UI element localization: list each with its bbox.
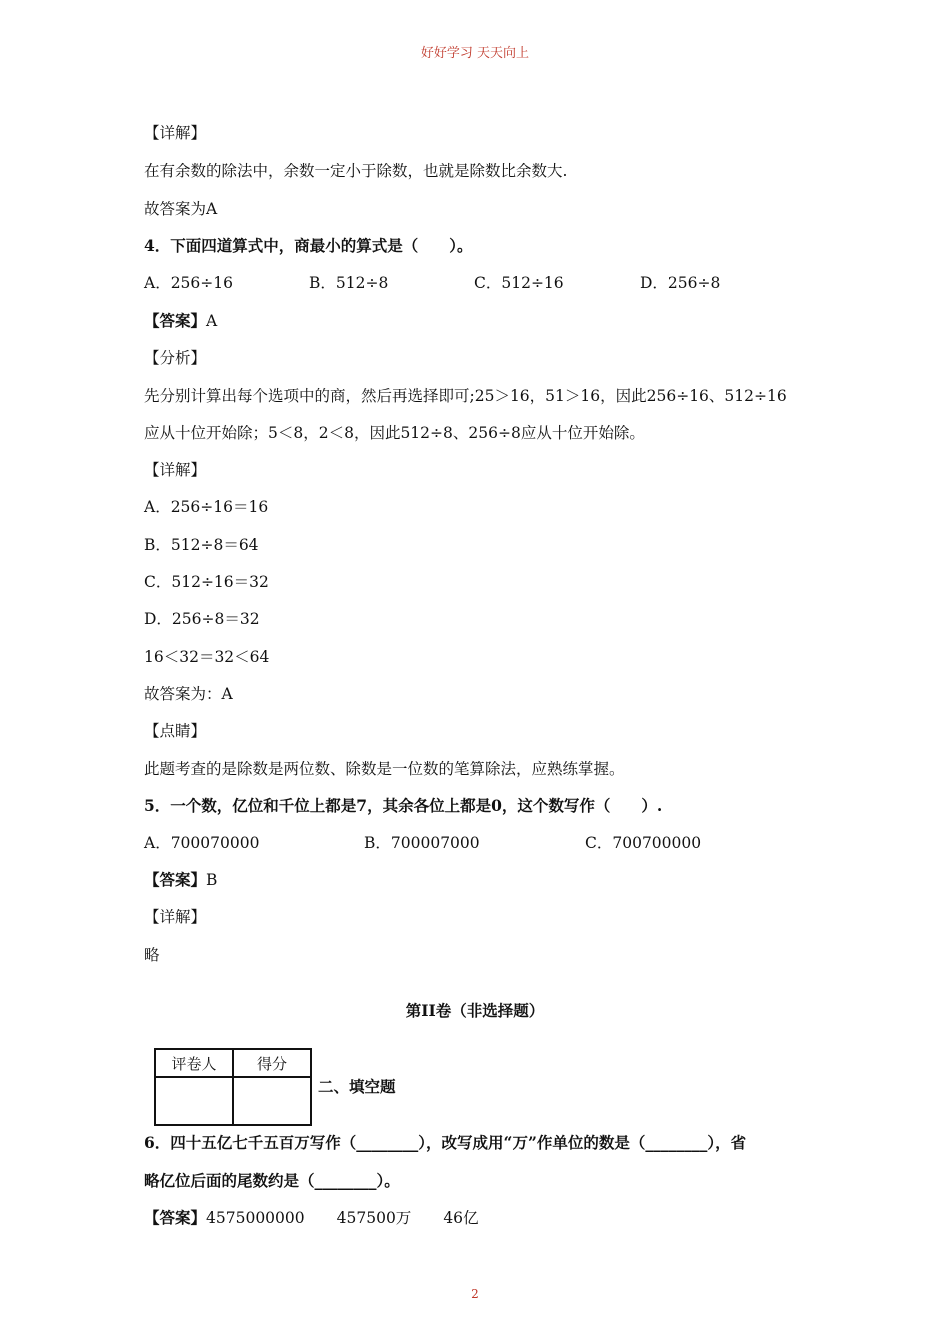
tip-text: 此题考查的是除数是两位数、除数是一位数的笔算除法，应熟练掌握。: [144, 760, 625, 778]
score-table-header-grader: 评卷人: [155, 1049, 233, 1077]
detail-text: 略: [144, 946, 160, 964]
detail-comparison: 16＜32＝32＜64: [144, 648, 270, 666]
score-table-header-score: 得分: [233, 1049, 311, 1077]
section-title: 第II卷（非选择题）: [405, 1001, 545, 1020]
analysis-text-1: 先分别计算出每个选项中的商，然后再选择即可;25＞16，51＞16，因此256÷16、512÷16: [144, 387, 787, 405]
answer-value-1: 4575000000: [206, 1209, 305, 1227]
answer-conclusion: 故答案为：A: [144, 685, 233, 703]
score-table: [154, 1048, 312, 1126]
q5-answer: [144, 870, 217, 890]
detail-heading: 【详解】: [144, 461, 207, 479]
question-4: 4．下面四道算式中，商最小的算式是（ ）。: [144, 236, 473, 255]
answer-label: 【答案】: [144, 311, 207, 330]
answer-label: 【答案】: [144, 1208, 207, 1227]
q4-option-b: B．512÷8: [309, 274, 389, 292]
q4-option-d: D．256÷8: [640, 274, 721, 292]
detail-text: 在有余数的除法中，余数一定小于除数，也就是除数比余数大.: [144, 162, 568, 180]
page-header: 好好学习 天天向上: [420, 46, 530, 61]
question-6-line-1: 6．四十五亿七千五百万写作（________），改写成用“万”作单位的数是（________），省: [144, 1133, 747, 1152]
q4-option-a: A．256÷16: [144, 274, 233, 292]
answer-value: A: [206, 312, 218, 330]
answer-value-3: 46亿: [443, 1209, 479, 1227]
q4-answer: [144, 311, 217, 331]
score-table-cell-score: [233, 1077, 311, 1125]
fill-section-title: 二、填空题: [318, 1077, 396, 1096]
analysis-heading: 【分析】: [144, 349, 207, 367]
detail-line-a: A．256÷16＝16: [144, 498, 269, 516]
tip-heading: 【点睛】: [144, 722, 207, 740]
answer-conclusion: 故答案为A: [144, 200, 218, 218]
question-5: 5．一个数，亿位和千位上都是7，其余各位上都是0，这个数写作（ ）.: [144, 796, 663, 815]
detail-heading: 【详解】: [144, 908, 207, 926]
question-6-line-2: 略亿位后面的尾数约是（________）。: [144, 1171, 400, 1190]
q6-answer: [144, 1208, 479, 1228]
answer-label: 【答案】: [144, 870, 207, 889]
q5-option-a: A．700070000: [144, 834, 260, 852]
detail-line-d: D．256÷8＝32: [144, 610, 260, 628]
analysis-text-2: 应从十位开始除；5＜8，2＜8，因此512÷8、256÷8应从十位开始除。: [144, 424, 645, 442]
q4-option-c: C．512÷16: [474, 274, 564, 292]
detail-line-b: B．512÷8＝64: [144, 536, 259, 554]
detail-line-c: C．512÷16＝32: [144, 573, 269, 591]
answer-value-2: 457500万: [336, 1209, 412, 1227]
page-number: 2: [471, 1287, 479, 1301]
detail-heading: 【详解】: [144, 124, 207, 142]
q5-option-b: B．700007000: [364, 834, 480, 852]
q5-option-c: C．700700000: [585, 834, 702, 852]
score-table-cell-grader: [155, 1077, 233, 1125]
answer-value: B: [206, 871, 218, 889]
